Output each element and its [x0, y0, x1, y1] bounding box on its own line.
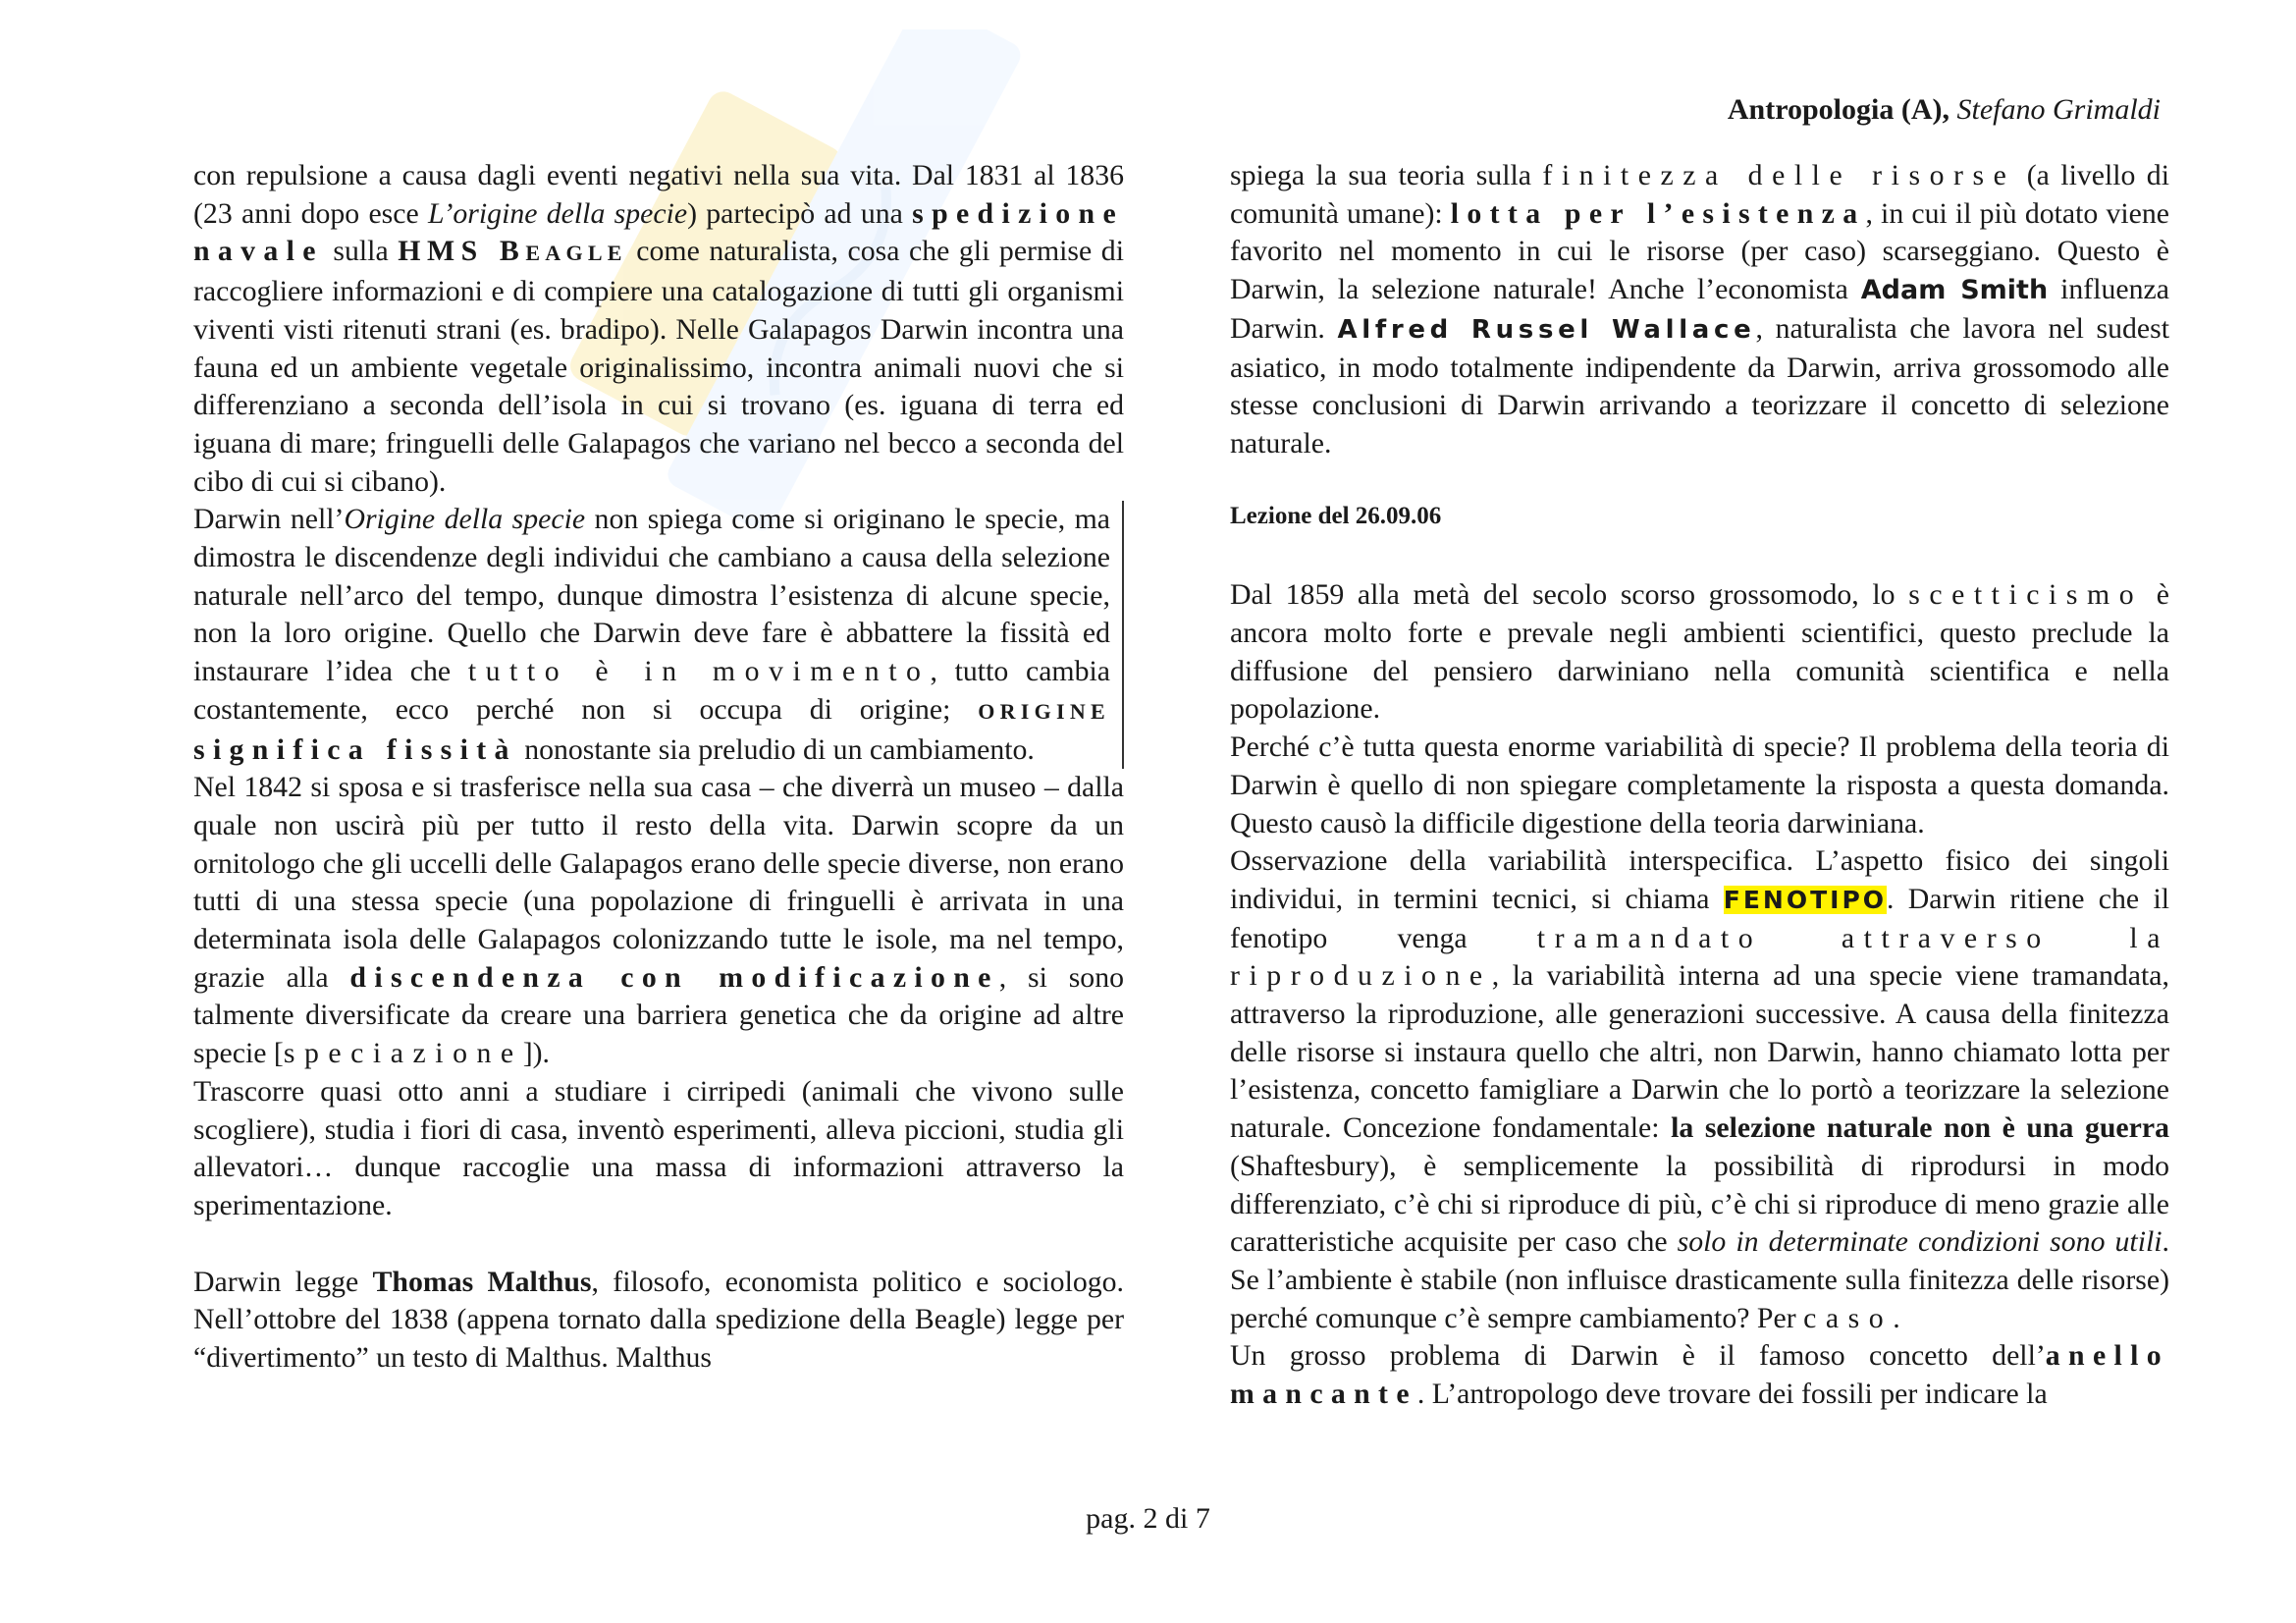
- paragraph: con repulsione a causa dagli eventi negativi nella sua vita. Dal 1831 al 1836 (23 anni dopo esce L’origine della specie) partecipò ad una spedizione navale sulla HMS BEAGLE come naturalista, cosa che gli permise di raccogliere informazioni e di compiere una catalogazione di tutti gli organismi viventi visti ritenuti strani (es. bradipo). Nelle Galapagos Darwin incontra una fauna ed un ambiente vegetale originalissimo, incontra animali nuovi che si differenziano a seconda dell’isola in cui si trovano (es. iguana di terra ed iguana di mare; fringuelli delle Galapagos che variano nel becco a seconda del cibo di cui si cibano).: [193, 159, 1125, 498]
- left-column: [193, 157, 1124, 1378]
- lesson-heading: Lezione del 26.09.06: [1230, 502, 1442, 529]
- header-author: Stefano Grimaldi: [1956, 93, 2161, 126]
- paragraph: Nel 1842 si sposa e si trasferisce nella sua casa – che diverrà un museo – dalla quale non uscirà più per tutto il resto della vita. Darwin scopre da un ornitologo che gli uccelli delle Galapagos erano delle specie diverse, non erano tutti di una stessa specie (una popolazione di fringuelli è arrivata in una determinata isola delle Galapagos colonizzando tutte le isole, ma nel tempo, grazie alla discendenza con modificazione, si sono talmente diversificate da creare una barriera genetica che da origine ad altre specie [speciazione]).: [193, 771, 1125, 1070]
- paragraph: spiega la sua teoria sulla finitezza delle risorse (a livello di comunità umane): lotta per l’esistenza, in cui il più dotato viene favorito nel momento in cui le risorse (per caso) scarseggiano. Questo è Darwin, la selezione naturale! Anche l’economista Adam Smith influenza Darwin. Alfred Russel Wallace, naturalista che lavora nel sudest asiatico, in modo totalmente indipendente da Darwin, arriva grossomodo alle stesse conclusioni di Darwin arrivando a teorizzare il concetto di selezione naturale.: [1230, 159, 2170, 460]
- right-column: [1230, 157, 2169, 1414]
- paragraph: Darwin legge Thomas Malthus, filosofo, economista politico e sociologo. Nell’ottobre del 1838 (appena tornato dalla spedizione della Beagle) legge per “divertimento” un testo di Malthus. Malthus: [193, 1265, 1124, 1375]
- page-number: pag. 2 di 7: [1086, 1502, 1210, 1535]
- paragraph: Un grosso problema di Darwin è il famoso concetto dell’anello mancante. L’antropologo deve trovare dei fossili per indicare la: [1230, 1339, 2169, 1411]
- highlight-fenotipo: FENOTIPO: [1723, 885, 1888, 914]
- paragraph: Dal 1859 alla metà del secolo scorso grossomodo, lo scetticismo è ancora molto forte e prevale negli ambienti scientifici, questo preclude la diffusione del pensiero darwiniano nella comunità scientifica e nella popolazione.: [1230, 578, 2169, 726]
- page-header: Antropologia (A), Stefano Grimaldi: [1727, 93, 2161, 126]
- paragraph: Perché c’è tutta questa enorme variabilità di specie? Il problema della teoria di Darwin è quello di non spiegare completamente la risposta a questa domanda. Questo causò la difficile digestione della teoria darwiniana.: [1230, 730, 2169, 839]
- header-title: Antropologia (A): [1727, 93, 1943, 126]
- paragraph: Trascorre quasi otto anni a studiare i cirripedi (animali che vivono sulle scogliere), studia i fiori di casa, inventò esperimenti, alleva piccioni, studia gli allevatori… dunque raccoglie una massa di informazioni attraverso la sperimentazione.: [193, 1074, 1124, 1221]
- paragraph: Osservazione della variabilità interspecifica. L’aspetto fisico dei singoli individui, in termini tecnici, si chiama FENOTIPO. Darwin ritiene che il fenotipo venga tramandato attraverso la riproduzione, la variabilità interna ad una specie viene tramandata, attraverso la riproduzione, alle generazioni successive. A causa della finitezza delle risorse si instaura quello che altri, non Darwin, hanno chiamato lotta per l’esistenza, concetto famigliare a Darwin che lo portò a teorizzare la selezione naturale. Concezione fondamentale: la selezione naturale non è una guerra (Shaftesbury), è semplicemente la possibilità di riprodursi in modo differenziato, c’è chi si riproduce di più, c’è chi si riproduce di meno grazie alle caratteristiche acquisite per caso che solo in determinate condizioni sono utili. Se l’ambiente è stabile (non influisce drasticamente sulla finitezza delle risorse) perché comunque c’è sempre cambiamento? Per caso.: [1230, 844, 2170, 1334]
- paragraph-with-side-bar: Darwin nell’Origine della specie non spiega come si originano le specie, ma dimostra le discendenze degli individui che cambiano a causa della selezione naturale nell’arco del tempo, dunque dimostra l’esistenza di alcune specie, non la loro origine. Quello che Darwin deve fare è abbattere la fissità ed instaurare l’idea che tutto è in movimento, tutto cambia costantemente, ecco perché non si occupa di origine; ORIGINE significa fissità nonostante sia preludio di un cambiamento.: [193, 501, 1124, 769]
